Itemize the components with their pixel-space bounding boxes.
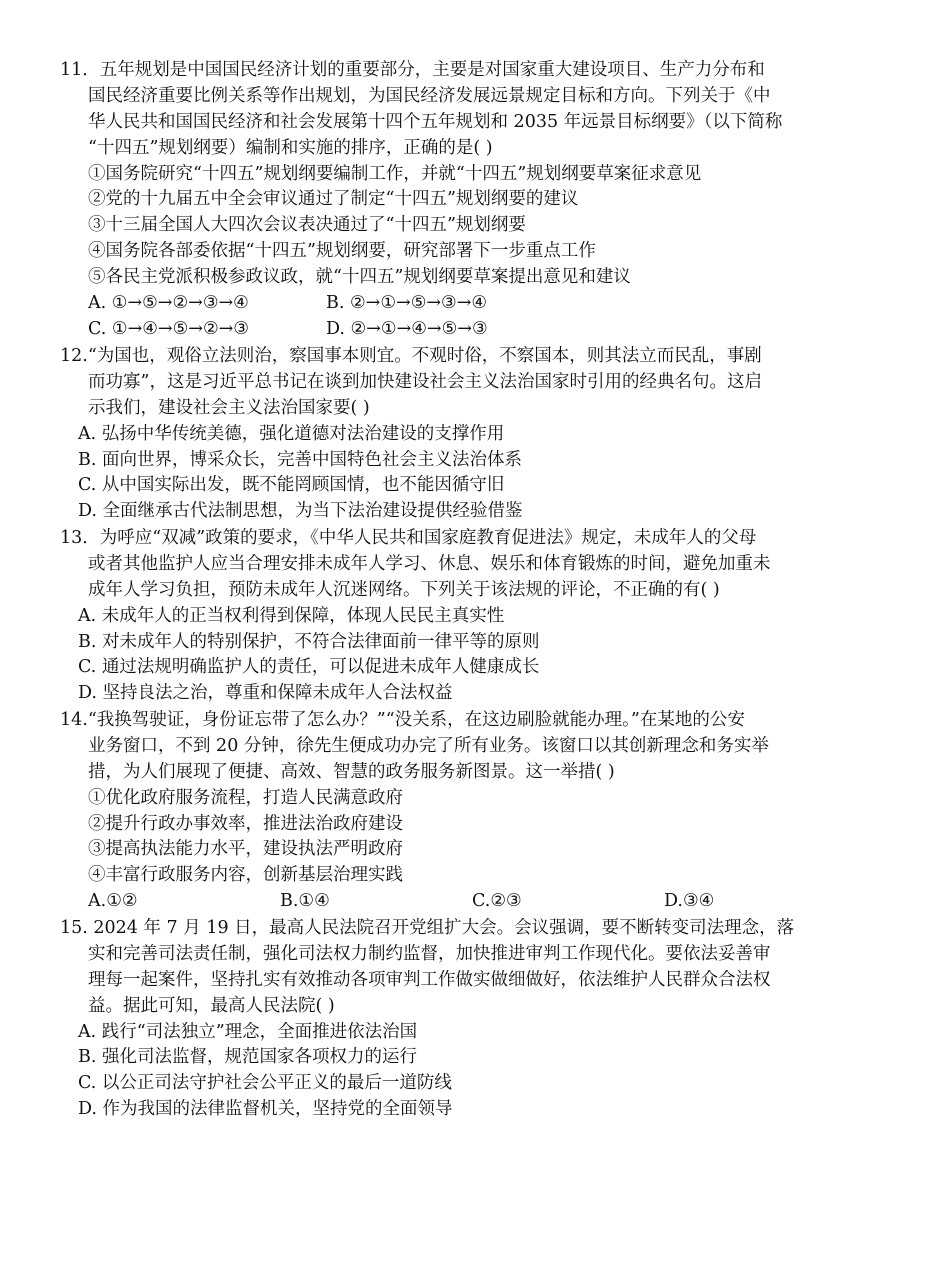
q11-options-row [60, 291, 870, 317]
question-11 [60, 58, 870, 343]
question-14 [60, 708, 870, 915]
q11-stem-line: 华人民共和国国民经济和社会发展第十四个五年规划和 2035 年远景目标纲要》（以下简称 [88, 111, 783, 132]
q13-option-c[interactable]: C. 通过法规明确监护人的责任，可以促进未成年人健康成长 [78, 657, 540, 678]
q12-stem-line: 12.“为国也，观俗立法则治，察国事本则宜。不观时俗，不察国本，则其法立而民乱，事剧 [60, 346, 762, 366]
q13-stem-line: 13．为呼应“双减”政策的要求，《中华人民共和国家庭教育促进法》规定，未成年人的父母 [60, 528, 757, 548]
q15-stem-line: 15. 2024 年 7 月 19 日，最高人民法院召开党组扩大会。会议强调，要不断转变司法理念，落 [60, 918, 795, 938]
q15-option-c[interactable]: C. 以公正司法守护社会公平正义的最后一道防线 [78, 1073, 452, 1094]
q15-stem-line: 理每一起案件，坚持扎实有效推动各项审判工作做实做细做好，依法维护人民群众合法权 [88, 969, 771, 990]
q12-option-d[interactable]: D. 全面继承古代法制思想，为当下法治建设提供经验借鉴 [78, 501, 523, 522]
q14-item: ③提高执法能力水平，建设执法严明政府 [88, 839, 403, 860]
question-12 [60, 344, 870, 525]
q11-option-b[interactable]: B. ②→①→⑤→③→④ [326, 293, 488, 314]
question-13 [60, 526, 870, 707]
q12-option-c[interactable]: C. 从中国实际出发，既不能罔顾国情，也不能因循守旧 [78, 475, 505, 496]
q11-stem-line: 国民经济重要比例关系等作出规划，为国民经济发展远景规定目标和方向。下列关于《中 [88, 85, 771, 106]
q14-item: ①优化政府服务流程，打造人民满意政府 [88, 787, 403, 808]
q11-item: ④国务院各部委依据“十四五”规划纲要，研究部署下一步重点工作 [88, 241, 596, 262]
q11-option-d[interactable]: D. ②→①→④→⑤→③ [326, 318, 488, 339]
q14-stem-line: 业务窗口，不到 20 分钟，徐先生便成功办完了所有业务。该窗口以其创新理念和务实举 [88, 735, 769, 756]
q15-option-a[interactable]: A. 践行“司法独立”理念，全面推进依法治国 [78, 1021, 418, 1042]
q13-stem-line: 或者其他监护人应当合理安排未成年人学习、休息、娱乐和体育锻炼的时间，避免加重未 [88, 553, 771, 574]
q13-option-d[interactable]: D. 坚持良法之治，尊重和保障未成年人合法权益 [78, 683, 453, 704]
q11-item: ⑤各民主党派积极参政议政，就“十四五”规划纲要草案提出意见和建议 [88, 267, 631, 288]
q14-option-b[interactable]: B.①④ [280, 891, 330, 912]
q15-stem-line: 益。据此可知，最高人民法院( ) [88, 995, 335, 1016]
q14-option-d[interactable]: D.③④ [664, 891, 715, 912]
q11-item: ③十三届全国人大四次会议表决通过了“十四五”规划纲要 [88, 215, 526, 236]
q14-stem-line: 14.“我换驾驶证，身份证忘带了怎么办？”“没关系，在这边刷脸就能办理。”在某地的公安 [60, 710, 745, 730]
q13-option-b[interactable]: B. 对未成年人的特别保护，不符合法律面前一律平等的原则 [78, 631, 540, 652]
q12-option-a[interactable]: A. 弘扬中华传统美德，强化道德对法治建设的支撑作用 [78, 423, 505, 444]
q11-option-c[interactable]: C. ①→④→⑤→②→③ [88, 318, 249, 339]
q11-item: ①国务院研究“十四五”规划纲要编制工作，并就“十四五”规划纲要草案征求意见 [88, 163, 702, 184]
q13-option-a[interactable]: A. 未成年人的正当权利得到保障，体现人民民主真实性 [78, 605, 505, 626]
q11-stem-line: “十四五”规划纲要）编制和实施的排序，正确的是( ) [88, 137, 493, 158]
q15-option-d[interactable]: D. 作为我国的法律监督机关，坚持党的全面领导 [78, 1099, 453, 1120]
q11-item: ②党的十九届五中全会审议通过了制定“十四五”规划纲要的建议 [88, 189, 579, 210]
q14-option-c[interactable]: C.②③ [472, 891, 522, 912]
q11-option-a[interactable]: A. ①→⑤→②→③→④ [88, 293, 249, 314]
q11-options-row [60, 317, 870, 343]
q14-options-row [60, 889, 870, 915]
q14-item: ④丰富行政服务内容，创新基层治理实践 [88, 865, 403, 886]
q13-stem-line: 成年人学习负担，预防未成年人沉迷网络。下列关于该法规的评论，不正确的有( ) [88, 579, 720, 600]
q12-stem-line: 示我们，建设社会主义法治国家要( ) [88, 397, 370, 418]
q12-stem-line: 而功寡”，这是习近平总书记在谈到加快建设社会主义法治国家时引用的经典名句。这启 [88, 371, 762, 392]
q15-option-b[interactable]: B. 强化司法监督，规范国家各项权力的运行 [78, 1047, 417, 1068]
question-15 [60, 916, 870, 1123]
q14-stem-line: 措，为人们展现了便捷、高效、智慧的政务服务新图景。这一举措( ) [88, 761, 615, 782]
q12-option-b[interactable]: B. 面向世界，博采众长，完善中国特色社会主义法治体系 [78, 449, 522, 470]
q11-stem-line: 11．五年规划是中国国民经济计划的重要部分，主要是对国家重大建设项目、生产力分布和 [60, 60, 765, 80]
q14-option-a[interactable]: A.①② [88, 891, 138, 912]
q14-item: ②提升行政办事效率，推进法治政府建设 [88, 813, 403, 834]
q15-stem-line: 实和完善司法责任制，强化司法权力制约监督，加快推进审判工作现代化。要依法妥善审 [88, 943, 771, 964]
